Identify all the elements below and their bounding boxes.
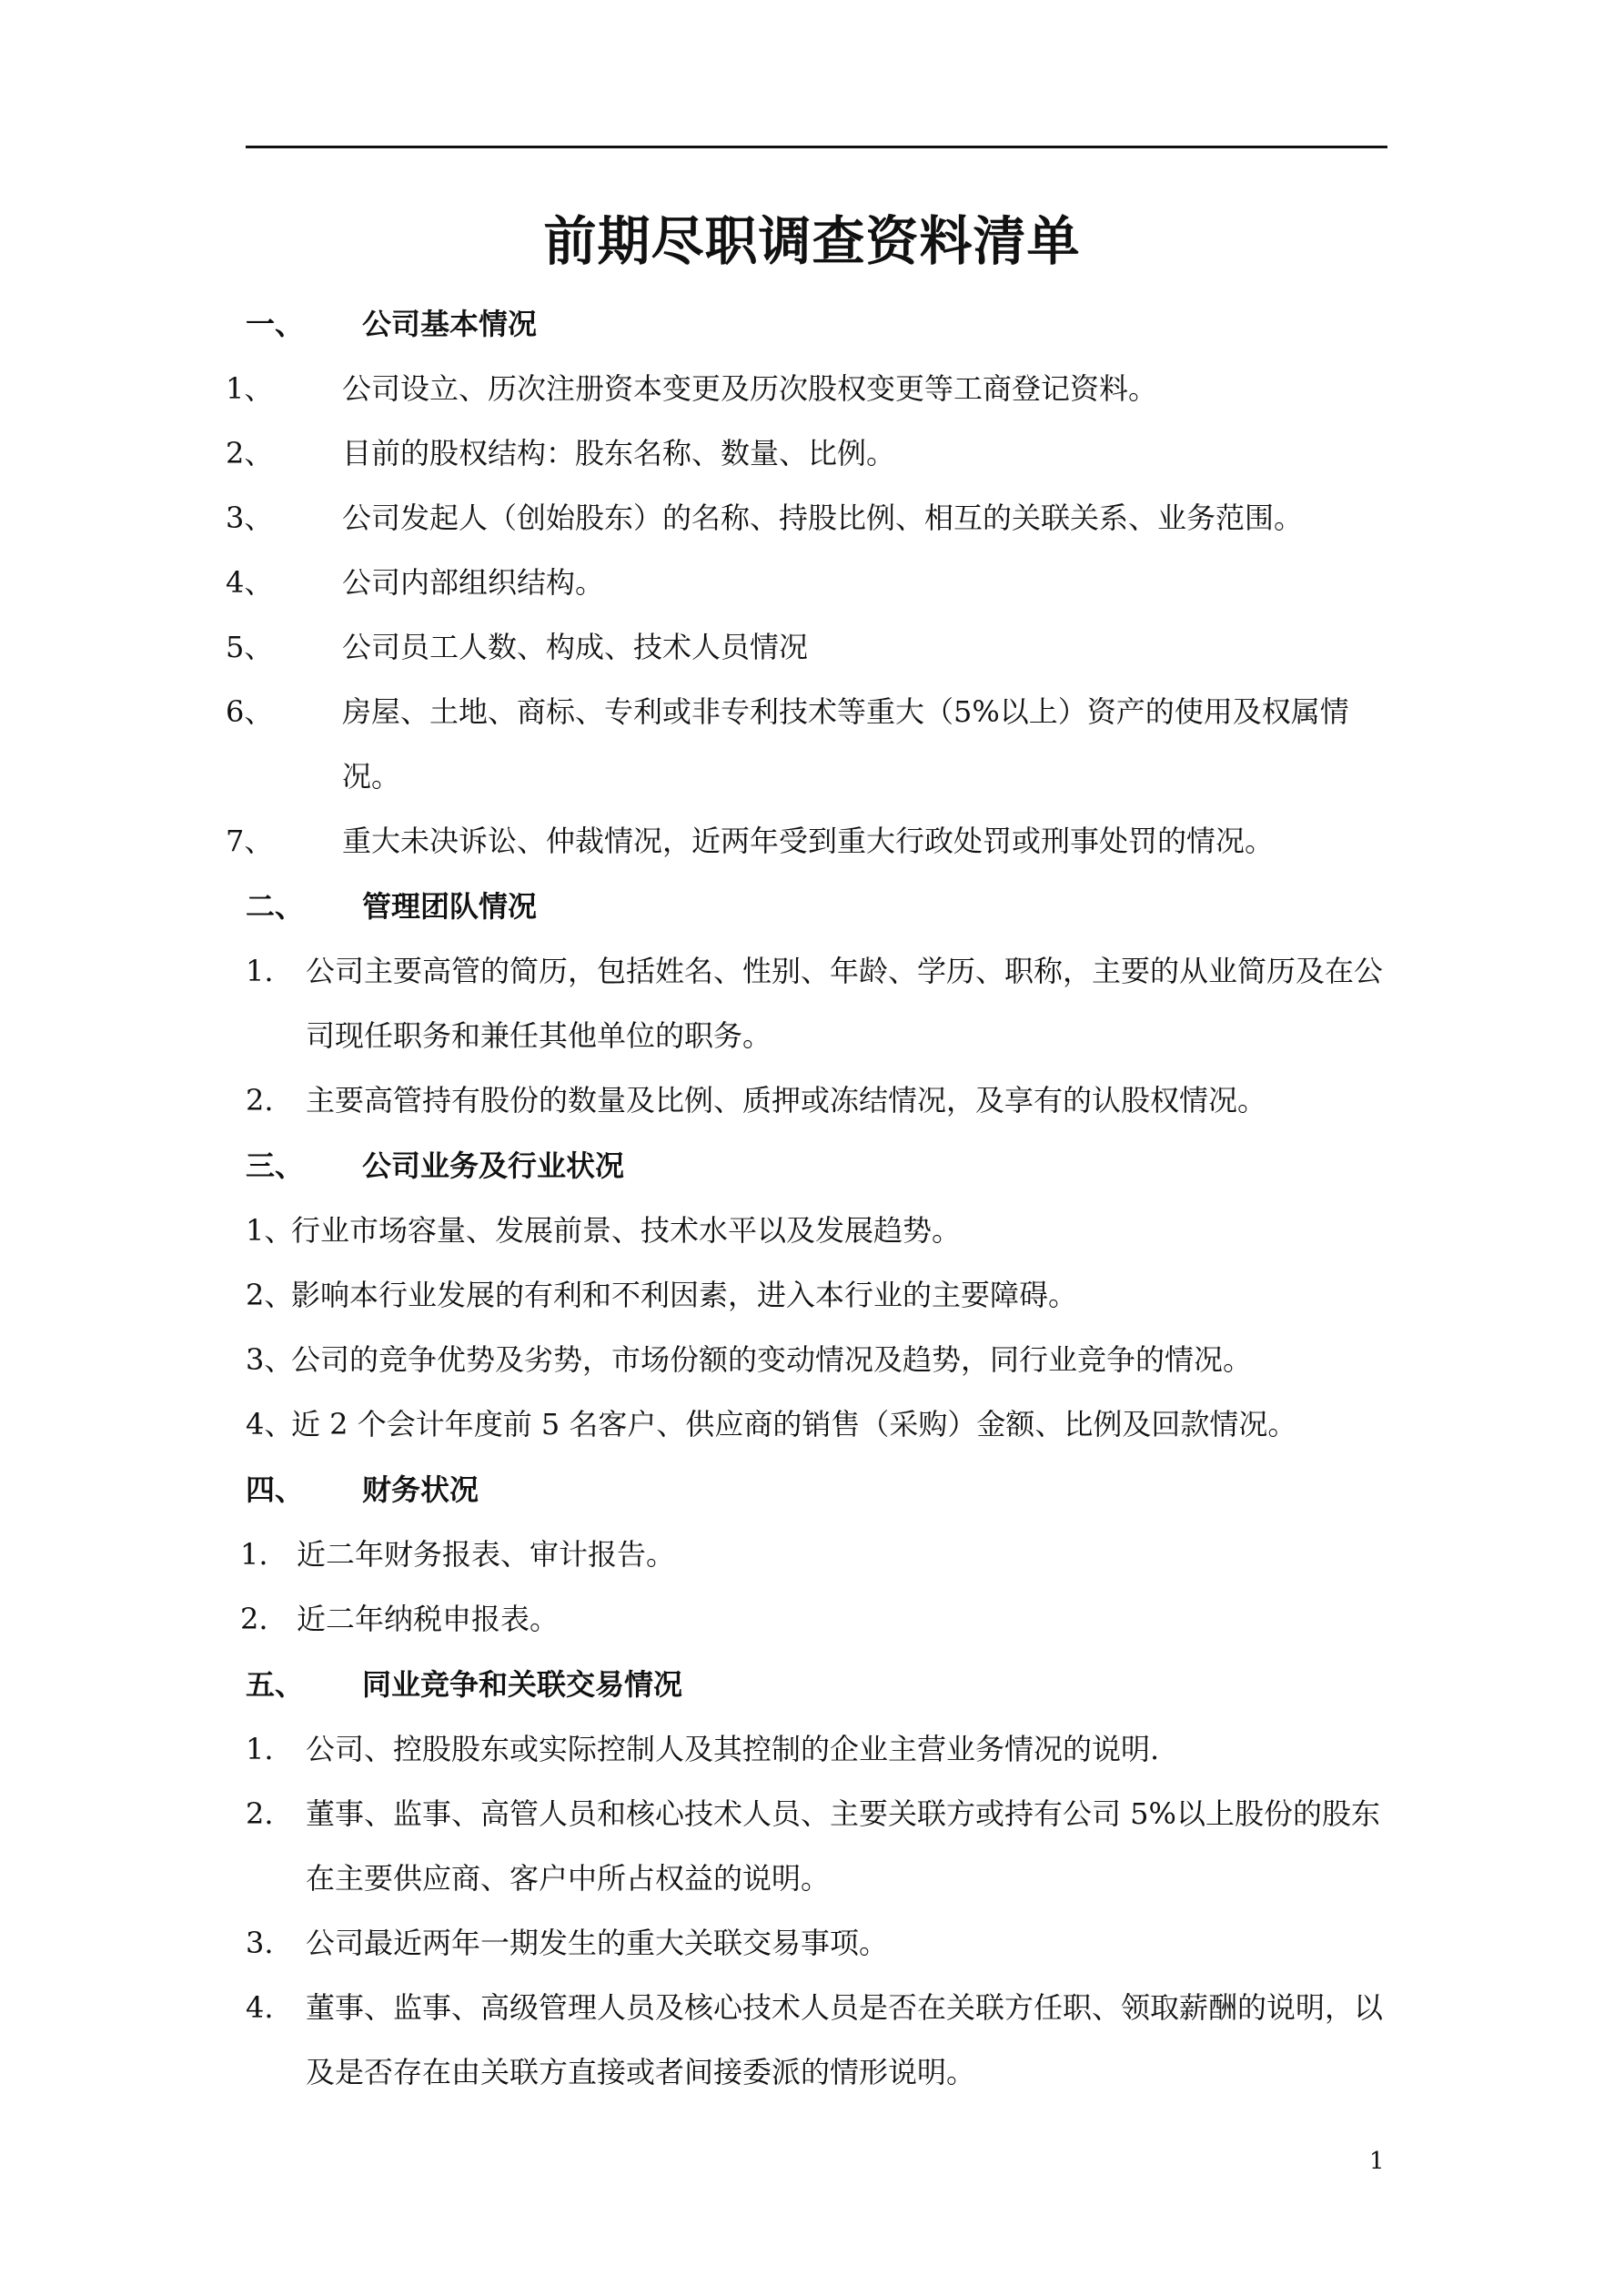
item-number: 3、 bbox=[246, 1342, 294, 1377]
list-item bbox=[226, 486, 1392, 551]
page-number: 1 bbox=[1369, 2148, 1385, 2175]
section-number: 四、 bbox=[246, 1472, 305, 1507]
item-text: 行业市场容量、发展前景、技术水平以及发展趋势。 bbox=[291, 1213, 962, 1248]
item-number: 4、 bbox=[226, 565, 274, 600]
item-text: 公司的竞争优势及劣势，市场份额的变动情况及趋势，同行业竞争的情况。 bbox=[291, 1342, 1253, 1377]
item-text: 主要高管持有股份的数量及比例、质押或冻结情况，及享有的认股权情况。 bbox=[306, 1083, 1267, 1118]
item-number: 2. bbox=[246, 1796, 274, 1831]
list-item bbox=[246, 1392, 1392, 1457]
list-item bbox=[226, 357, 1392, 421]
item-text: 近二年财务报表、审计报告。 bbox=[297, 1537, 676, 1572]
section-number: 五、 bbox=[246, 1667, 305, 1702]
list-item bbox=[246, 1199, 1392, 1263]
list-item bbox=[246, 1976, 1392, 2105]
item-number: 5、 bbox=[226, 630, 274, 664]
document-body bbox=[226, 291, 1392, 2105]
section-title: 管理团队情况 bbox=[362, 889, 538, 924]
item-number: 1、 bbox=[226, 371, 274, 406]
section-heading bbox=[246, 1652, 1392, 1717]
item-number: 3、 bbox=[226, 501, 274, 535]
item-number: 6、 bbox=[226, 694, 274, 729]
item-text: 近 2 个会计年度前 5 名客户、供应商的销售（采购）金额、比例及回款情况。 bbox=[291, 1407, 1297, 1441]
item-text: 公司设立、历次注册资本变更及历次股权变更等工商登记资料。 bbox=[342, 371, 1158, 406]
item-text: 董事、监事、高级管理人员及核心技术人员是否在关联方任职、领取薪酬的说明，以及是否存在由关联方直接或者间接委派的情形说明。 bbox=[306, 1990, 1384, 2089]
document-title: 前期尽职调查资料清单 bbox=[543, 210, 1081, 272]
item-text: 房屋、土地、商标、专利或非专利技术等重大（5%以上）资产的使用及权属情况。 bbox=[342, 694, 1349, 794]
item-text: 公司内部组织结构。 bbox=[342, 565, 605, 600]
item-number: 2、 bbox=[226, 436, 274, 470]
section-heading bbox=[246, 291, 1392, 357]
item-text: 近二年纳税申报表。 bbox=[297, 1602, 560, 1636]
section-number: 一、 bbox=[246, 307, 305, 341]
list-item bbox=[240, 1587, 1392, 1652]
item-number: 2、 bbox=[246, 1278, 294, 1312]
section-title: 同业竞争和关联交易情况 bbox=[362, 1667, 683, 1702]
item-text: 董事、监事、高管人员和核心技术人员、主要关联方或持有公司 5%以上股份的股东在主要供应商、客户中所占权益的说明。 bbox=[306, 1796, 1380, 1896]
list-item bbox=[226, 809, 1392, 874]
section-title: 公司业务及行业状况 bbox=[362, 1148, 625, 1183]
list-item bbox=[240, 1522, 1392, 1587]
list-item bbox=[226, 680, 1392, 809]
list-item bbox=[246, 1068, 1392, 1133]
item-text: 公司最近两年一期发生的重大关联交易事项。 bbox=[306, 1926, 889, 1960]
section-heading bbox=[246, 1133, 1392, 1199]
item-number: 4. bbox=[246, 1990, 274, 2025]
list-item bbox=[226, 551, 1392, 615]
header-rule bbox=[246, 146, 1387, 148]
item-number: 4、 bbox=[246, 1407, 294, 1441]
list-item bbox=[246, 1717, 1392, 1782]
item-text: 公司员工人数、构成、技术人员情况 bbox=[342, 630, 809, 664]
item-text: 影响本行业发展的有利和不利因素，进入本行业的主要障碍。 bbox=[291, 1278, 1078, 1312]
item-number: 2. bbox=[240, 1602, 268, 1636]
item-number: 7、 bbox=[226, 824, 274, 858]
list-item bbox=[246, 1328, 1392, 1392]
section-title: 财务状况 bbox=[362, 1472, 479, 1507]
section-title: 公司基本情况 bbox=[362, 307, 538, 341]
item-text: 重大未决诉讼、仲裁情况，近两年受到重大行政处罚或刑事处罚的情况。 bbox=[342, 824, 1275, 858]
item-number: 3. bbox=[246, 1926, 274, 1960]
list-item bbox=[226, 421, 1392, 486]
item-number: 2. bbox=[246, 1083, 274, 1118]
section-number: 三、 bbox=[246, 1148, 305, 1183]
list-item bbox=[246, 1911, 1392, 1976]
item-number: 1. bbox=[246, 1732, 274, 1766]
list-item bbox=[246, 939, 1392, 1068]
item-text: 公司发起人（创始股东）的名称、持股比例、相互的关联关系、业务范围。 bbox=[342, 501, 1304, 535]
list-item bbox=[246, 1782, 1392, 1911]
item-number: 1. bbox=[246, 954, 274, 988]
item-text: 公司主要高管的简历，包括姓名、性别、年龄、学历、职称，主要的从业简历及在公司现任职务和兼任其他单位的职务。 bbox=[306, 954, 1384, 1053]
list-item bbox=[226, 615, 1392, 680]
list-item bbox=[246, 1263, 1392, 1328]
section-number: 二、 bbox=[246, 889, 305, 924]
item-number: 1. bbox=[240, 1537, 268, 1572]
section-heading bbox=[246, 874, 1392, 939]
item-text: 目前的股权结构：股东名称、数量、比例。 bbox=[342, 436, 896, 470]
section-heading bbox=[246, 1457, 1392, 1522]
item-number: 1、 bbox=[246, 1213, 294, 1248]
item-text: 公司、控股股东或实际控制人及其控制的企业主营业务情况的说明. bbox=[306, 1732, 1160, 1766]
